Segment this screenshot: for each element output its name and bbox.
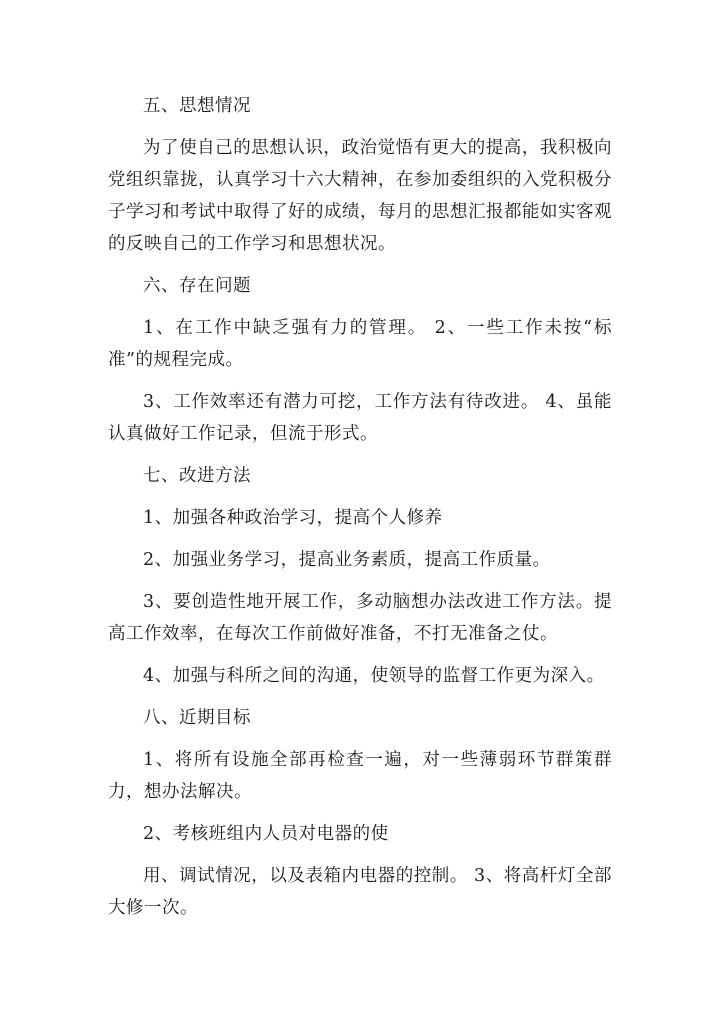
section-heading-improvements: 七、改进方法 [143, 466, 251, 486]
paragraph-problems-2: 3、工作效率还有潜力可挖，工作方法有待改进。 4、虽能认真做好工作记录，但流于形式。 [108, 392, 612, 444]
paragraph-goal-3: 用、调试情况，以及表箱内电器的控制。 3、将高杆灯全部大修一次。 [108, 866, 612, 918]
paragraph-improvement-1: 1、加强各种政治学习，提高个人修养 [143, 508, 443, 528]
paragraph-improvement-3: 3、要创造性地开展工作，多动脑想办法改进工作方法。提高工作效率，在每次工作前做好准备，不打无准备之仗。 [108, 592, 612, 644]
paragraph-improvement-4: 4、加强与科所之间的沟通，使领导的监督工作更为深入。 [143, 666, 605, 686]
section-heading-goals: 八、近期目标 [143, 708, 251, 728]
section-heading-problems: 六、存在问题 [143, 276, 251, 296]
paragraph-problems-1: 1、在工作中缺乏强有力的管理。 2、一些工作未按“标准”的规程完成。 [108, 318, 612, 370]
section-heading-thinking: 五、思想情况 [143, 96, 251, 116]
paragraph-improvement-2: 2、加强业务学习，提高业务素质，提高工作质量。 [143, 550, 551, 570]
paragraph-thinking: 为了使自己的思想认识，政治觉悟有更大的提高，我积极向党组织靠拢，认真学习十六大精神，在参加委组织的入党积极分子学习和考试中取得了好的成绩，每月的思想汇报都能如实客观的反映自己的工作学习和思想状况。 [108, 138, 612, 254]
paragraph-goal-1: 1、将所有设施全部再检查一遍，对一些薄弱环节群策群力，想办法解决。 [108, 750, 612, 802]
paragraph-goal-2: 2、考核班组内人员对电器的使 [143, 824, 389, 844]
